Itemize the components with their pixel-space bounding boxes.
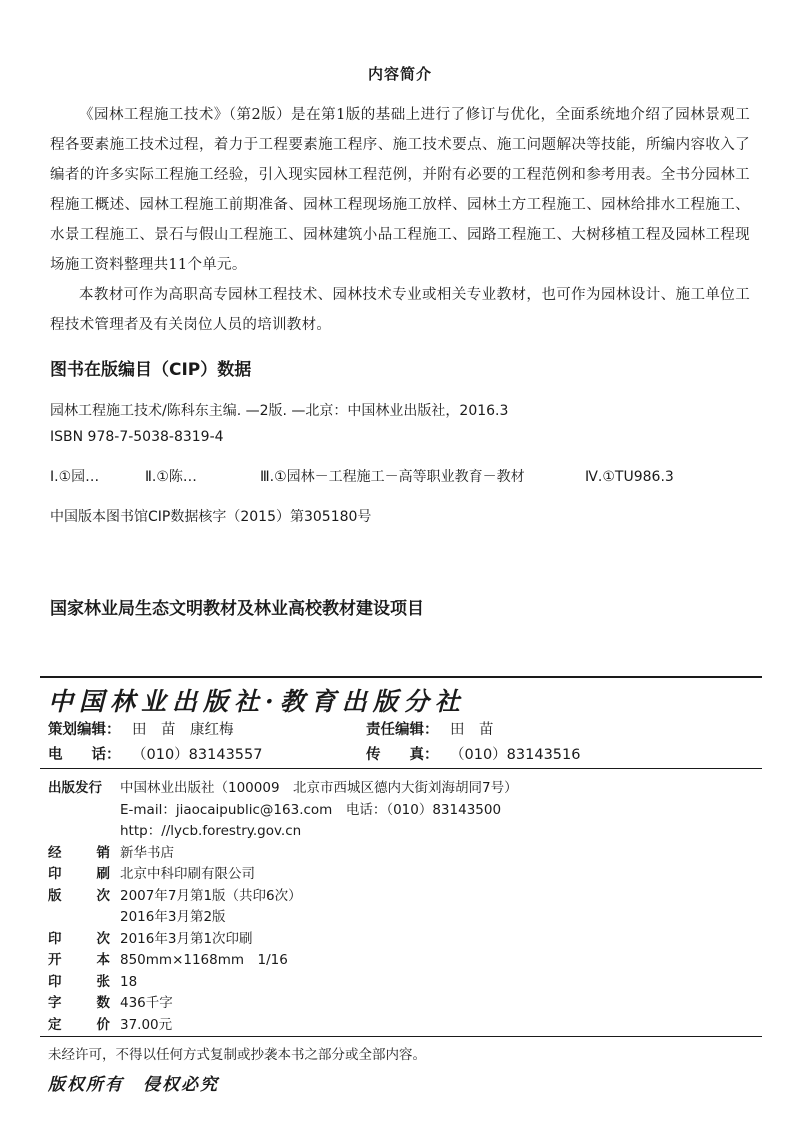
rights-reserved: 版权所有 侵权必究: [48, 1075, 219, 1095]
editors-block: [48, 718, 768, 768]
email-line: E-mail：jiaocaipublic@163.com 电话：（010）83143500: [120, 801, 502, 818]
phone-value: （010）83143557: [132, 747, 263, 763]
distribution-label: 出版发行: [48, 780, 102, 796]
planning-editor-value: 田 苗 康红梅: [132, 722, 234, 738]
dealer-label: 经 销: [48, 844, 110, 861]
dealer-value: 新华书店: [120, 844, 174, 861]
summary-title: 内容简介: [367, 65, 432, 83]
cip-record: 园林工程施工技术/陈科东主编. —2版. —北京：中国林业出版社，2016.3: [50, 403, 509, 419]
sheets-label: 印 张: [48, 973, 110, 990]
words-label: 字 数: [48, 995, 110, 1011]
cip-class-2: Ⅱ.①陈…: [145, 469, 197, 485]
printer-value: 北京中科印刷有限公司: [120, 866, 255, 882]
print-label: 印 次: [48, 930, 110, 947]
printer-label: 印 刷: [48, 866, 110, 882]
fax-label: 传 真：: [366, 747, 439, 763]
url-line: http：//lycb.forestry.gov.cn: [120, 823, 302, 839]
format-value: 850mm×1168mm 1/16: [120, 952, 288, 968]
summary-paragraph-1: 《园林工程施工技术》（第2版）是在第1版的基础上进行了修订与优化，全面系统地介绍了园林景观工程各要素施工技术过程，着力于工程要素施工程序、施工技术要点、施工问题解决等技能，所编内容收入了编者的许多实际工程施工经验，引入现实园林工程范例，并附有必要的工程范例和参考用表。全书分园林工程施工概述、园林工程施工前期准备、园林工程现场施工放样、园林土方工程施工、园林给排水工程施工、水景工程施工、景石与假山工程施工、园林建筑小品工程施工、园路工程施工、大树移植工程及园林工程现场施工资料整理共11个单元。: [50, 107, 750, 273]
summary-paragraph-2: 本教材可作为高职高专园林工程技术、园林技术专业或相关专业教材，也可作为园林设计、施工单位工程技术管理者及有关岗位人员的培训教材。: [50, 287, 750, 333]
planning-editor-label: 策划编辑：: [48, 722, 121, 738]
phone-label: 电 话：: [48, 747, 121, 763]
cip-title: 图书在版编目（CIP）数据: [50, 360, 252, 380]
divider-mid: [40, 768, 762, 769]
divider-bottom: [40, 1036, 762, 1037]
format-label: 开 本: [48, 952, 110, 968]
cip-classes: [50, 464, 770, 490]
edition-value: 2007年7月第1版（共印6次）: [120, 887, 302, 904]
cip-class-4: Ⅳ.①TU986.3: [585, 469, 674, 485]
copyright-warning: 未经许可，不得以任何方式复制或抄袭本书之部分或全部内容。: [48, 1047, 426, 1063]
edition-value-2: 2016年3月第2版: [120, 909, 226, 925]
fax-value: （010）83143516: [450, 747, 581, 763]
cip-approval: 中国版本图书馆CIP数据核字（2015）第305180号: [50, 509, 372, 525]
project-title: 国家林业局生态文明教材及林业高校教材建设项目: [50, 599, 424, 619]
responsible-editor-label: 责任编辑：: [366, 722, 439, 738]
cip-block: [50, 398, 770, 530]
price-value: 37.00元: [120, 1016, 173, 1033]
words-value: 436千字: [120, 995, 173, 1011]
responsible-editor-value: 田 苗: [450, 722, 494, 738]
publisher-name: 中国林业出版社·教育出版分社: [48, 687, 466, 716]
print-value: 2016年3月第1次印刷: [120, 930, 253, 947]
sheets-value: 18: [120, 973, 138, 990]
edition-label: 版 次: [48, 887, 110, 904]
divider-thick: [40, 676, 762, 678]
cip-class-1: Ⅰ.①园…: [50, 469, 100, 485]
summary-body: [50, 100, 750, 340]
cip-class-3: Ⅲ.①园林－工程施工－高等职业教育－教材: [260, 469, 525, 485]
cip-isbn: ISBN 978-7-5038-8319-4: [50, 429, 224, 445]
price-label: 定 价: [48, 1016, 110, 1033]
distribution-value: 中国林业出版社（100009 北京市西城区德内大街刘海胡同7号）: [120, 780, 518, 796]
imprint-block: [48, 778, 768, 1036]
